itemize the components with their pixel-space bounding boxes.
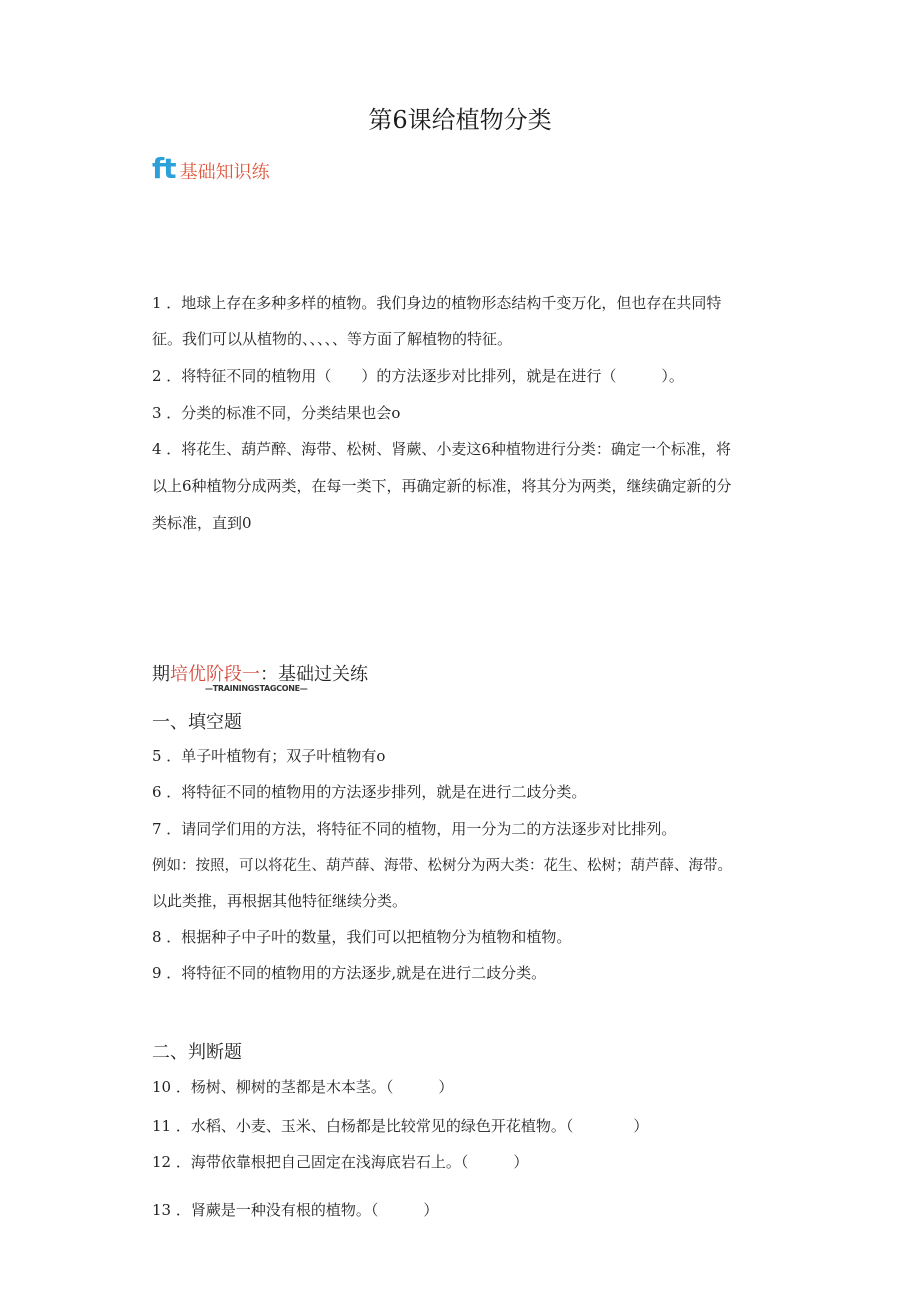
question-line: 3 ．分类的标准不同，分类结果也会o: [152, 404, 401, 422]
question-line: 类标准，直到0: [152, 514, 252, 532]
question-line: 12 ．海带依靠根把自己固定在浅海底岩石上。（ ）: [152, 1153, 529, 1171]
stage-rest-label: ：基础过关练: [260, 664, 368, 685]
question-line: 8 ．根据种子中子叶的数量，我们可以把植物分为植物和植物。: [152, 928, 572, 946]
question-line: 7 ．请同学们用的方法，将特征不同的植物，用一分为二的方法逐步对比排列。: [152, 820, 677, 838]
stage-red-label: 培优阶段一: [170, 664, 260, 685]
true-false-heading: 二、判断题: [152, 1042, 242, 1063]
question-line: 以此类推，再根据其他特征继续分类。: [152, 892, 408, 910]
question-line: 11 ．水稻、小麦、玉米、白杨都是比较常见的绿色开花植物。（ ）: [152, 1117, 649, 1135]
section-logo-icon: ft: [152, 152, 176, 185]
question-line: 征。我们可以从植物的、、、、、等方面了解植物的特征。: [152, 330, 513, 348]
question-line: 4 ．将花生、葫芦醉、海带、松树、肾蕨、小麦这6种植物进行分类：确定一个标准，将: [152, 440, 731, 458]
question-line: 9 ．将特征不同的植物用的方法逐步,就是在进行二歧分类。: [152, 964, 547, 982]
question-line: 以上6种植物分成两类，在每一类下，再确定新的标准，将其分为两类，继续确定新的分: [152, 477, 732, 495]
question-line: 1 ．地球上存在多种多样的植物。我们身边的植物形态结构千变万化，但也存在共同特: [152, 294, 722, 312]
section-label: 基础知识练: [179, 162, 270, 183]
question-line: 13 ．肾蕨是一种没有根的植物。（ ）: [152, 1201, 439, 1219]
question-line: 2 ．将特征不同的植物用（ ）的方法逐步对比排列，就是在进行（ ）。: [152, 367, 684, 385]
question-line: 10 ．杨树、柳树的茎都是木本茎。（ ）: [152, 1078, 454, 1096]
stage-subtitle: —TRAININGSTAGCONE—: [205, 684, 308, 693]
question-line: 例如：按照，可以将花生、葫芦薛、海带、松树分为两大类：花生、松树；葫芦薛、海带。: [152, 858, 732, 874]
section-basic-knowledge: [152, 152, 270, 185]
question-line: 5 ．单子叶植物有；双子叶植物有o: [152, 747, 386, 765]
fill-blank-heading: 一、填空题: [152, 712, 242, 733]
stage-heading: [152, 660, 368, 686]
page-title: 第6课给植物分类: [368, 106, 552, 134]
question-line: 6 ．将特征不同的植物用的方法逐步排列，就是在进行二歧分类。: [152, 783, 587, 801]
stage-prefix: 期: [152, 664, 170, 685]
